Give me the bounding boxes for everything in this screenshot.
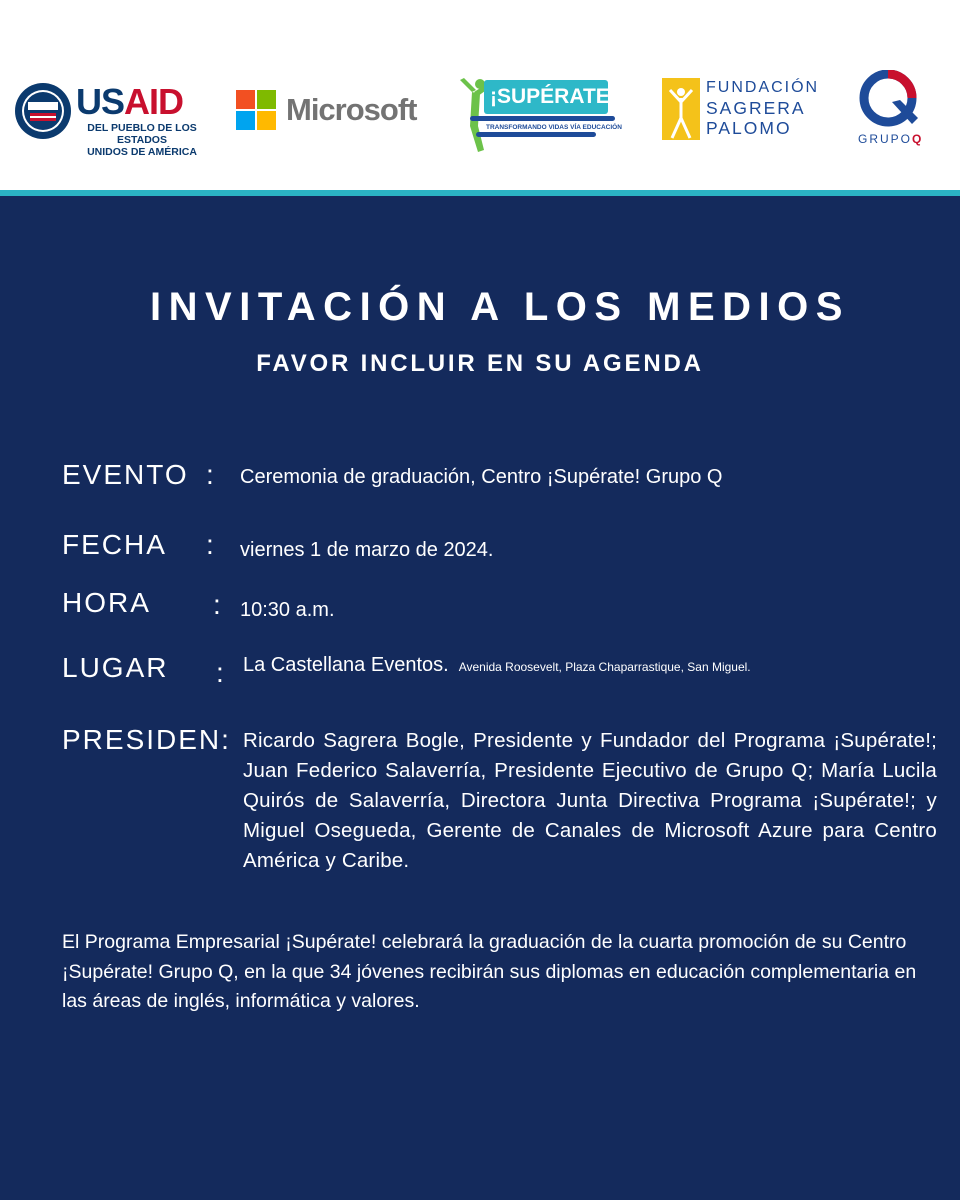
microsoft-logo: [236, 88, 436, 132]
logo-header: [0, 0, 960, 190]
lugar-colon: :: [216, 657, 224, 688]
superate-wordmark: ¡SUPÉRATE!: [490, 85, 617, 108]
fundacion-line2: SAGRERA: [706, 98, 806, 118]
invitation-panel: [0, 196, 960, 1200]
usaid-subtitle-line2: UNIDOS DE AMÉRICA: [87, 146, 197, 158]
lugar-value: [243, 651, 751, 681]
fecha-label: FECHA: [62, 529, 167, 560]
evento-label: EVENTO: [62, 459, 189, 490]
lugar-venue: La Castellana Eventos.: [243, 654, 449, 676]
grupo-q-icon: [858, 70, 920, 128]
invitation-title: INVITACIÓN A LOS MEDIOS: [150, 285, 850, 329]
lugar-address: Avenida Roosevelt, Plaza Chaparrastique, San Miguel.: [458, 660, 751, 674]
hora-label: HORA: [62, 587, 151, 618]
superate-tagline: TRANSFORMANDO VIDAS VÍA EDUCACIÓN: [486, 124, 622, 131]
usaid-subtitle: [78, 122, 206, 158]
grupo-q-logo: [856, 70, 926, 150]
event-description: El Programa Empresarial ¡Supérate! celebrará la graduación de la cuarta promoción de su Centro ¡Supérate! Grupo Q, en la que 34 jóvenes recibirán sus diplomas en educación complementaria en las áreas de inglés, informática y valores.: [62, 931, 917, 1012]
evento-value: Ceremonia de graduación, Centro ¡Supérate! Grupo Q: [240, 466, 723, 488]
superate-stripe: [470, 116, 615, 121]
fundacion-line3: PALOMO: [706, 118, 792, 138]
fundacion-wordmark: [706, 78, 819, 138]
hora-colon: :: [213, 589, 221, 620]
fecha-value: viernes 1 de marzo de 2024.: [240, 539, 494, 561]
fecha-colon: :: [206, 529, 214, 560]
microsoft-wordmark: Microsoft: [286, 92, 417, 127]
presiden-value: Ricardo Sagrera Bogle, Presidente y Fundador del Programa ¡Supérate!; Juan Federico Salaverría, Presidente Ejecutivo de Grupo Q; María Lucila Quirós de Salaverría, Directora Junta Directiva Programa ¡Supérate!; y Miguel Osegueda, Gerente de Canales de Microsoft Azure para Centro América y Caribe.: [243, 729, 937, 872]
usaid-seal-icon: [14, 82, 72, 140]
usaid-wordmark: USAID: [76, 81, 184, 122]
presiden-label: PRESIDEN:: [62, 724, 231, 755]
superate-logo: [450, 74, 620, 154]
superate-stripe: [476, 132, 596, 137]
hora-value: 10:30 a.m.: [240, 599, 335, 621]
fundacion-line1: FUNDACIÓN: [706, 79, 820, 96]
usaid-subtitle-line1: DEL PUEBLO DE LOS ESTADOS: [87, 122, 197, 146]
invitation-subtitle: FAVOR INCLUIR EN SU AGENDA: [256, 350, 704, 377]
evento-colon: :: [206, 459, 214, 490]
fundacion-sagrera-palomo-logo: [662, 78, 822, 144]
usaid-logo: [14, 80, 214, 158]
fundacion-figure-icon: [662, 78, 700, 140]
lugar-label: LUGAR: [62, 652, 169, 683]
grupo-q-wordmark: GRUPOQ: [858, 132, 924, 146]
microsoft-squares-icon: [236, 90, 276, 130]
